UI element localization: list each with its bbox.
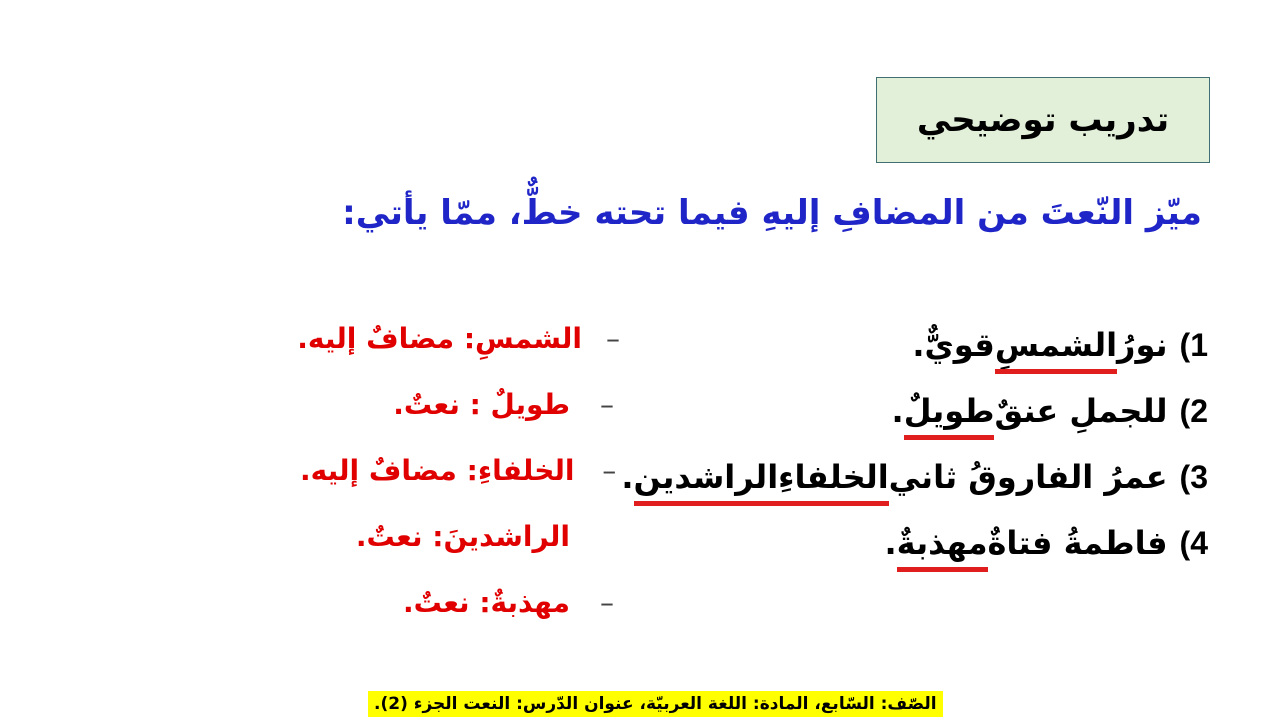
sentence-1 [608, 312, 1208, 378]
sentence-end: . [891, 392, 904, 430]
sentence-end: . [884, 524, 897, 562]
sentence-end: . [912, 326, 925, 364]
underlined-word: طويلٌ [903, 392, 995, 430]
sentence-text: عمرُ الفاروقُ ثاني [888, 458, 1168, 496]
sentence-list [608, 312, 1208, 576]
answer-text: مهذبةٌ: نعتٌ. [402, 585, 570, 619]
sentence-number: 1) [1179, 326, 1208, 363]
dash-bullet: – [606, 321, 620, 355]
answer-text: الراشدينَ: نعتٌ. [355, 519, 570, 553]
footer-caption: الصّف: السّابع، المادة: اللغة العربيّة، عنوان الدّرس: النعت الجزء (2). [368, 691, 943, 717]
sentence-number: 3) [1179, 458, 1208, 495]
underlined-word: مهذبةٌ [896, 524, 988, 562]
answer-item [300, 437, 620, 503]
underlined-word: الراشدين [633, 458, 779, 496]
sentence-text: قويٌّ [924, 326, 995, 364]
answer-text: الشمسِ: مضافٌ إليه. [297, 321, 582, 355]
instruction-text: ميّز النّعتَ من المضافِ إليهِ فيما تحته خطٌّ، ممّا يأتي: [342, 193, 1202, 233]
answer-text: الخلفاءِ: مضافٌ إليه. [300, 453, 575, 487]
answer-item [300, 371, 620, 437]
sentence-text: فاطمةُ فتاةٌ [987, 524, 1168, 562]
underlined-word: الخلفاءِ [778, 458, 889, 496]
sentence-number: 4) [1179, 524, 1208, 561]
answer-list [297, 305, 620, 635]
answer-item [300, 503, 620, 569]
dash-bullet: – [600, 387, 614, 421]
sentence-number: 2) [1179, 392, 1208, 429]
sentence-3 [608, 444, 1208, 510]
sentence-end: . [621, 458, 634, 496]
sentence-4 [608, 510, 1208, 576]
slide-title: تدريب توضيحي [876, 77, 1210, 163]
answer-item [300, 569, 620, 635]
dash-bullet: – [602, 453, 617, 487]
dash-bullet: – [600, 585, 614, 619]
sentence-text: نورُ [1117, 326, 1168, 364]
sentence-text: للجملِ عنقٌ [994, 392, 1168, 430]
answer-item [297, 305, 620, 371]
sentence-2 [608, 378, 1208, 444]
answer-text: طويلٌ : نعتٌ. [393, 387, 570, 421]
underlined-word: الشمسِ [994, 326, 1118, 364]
